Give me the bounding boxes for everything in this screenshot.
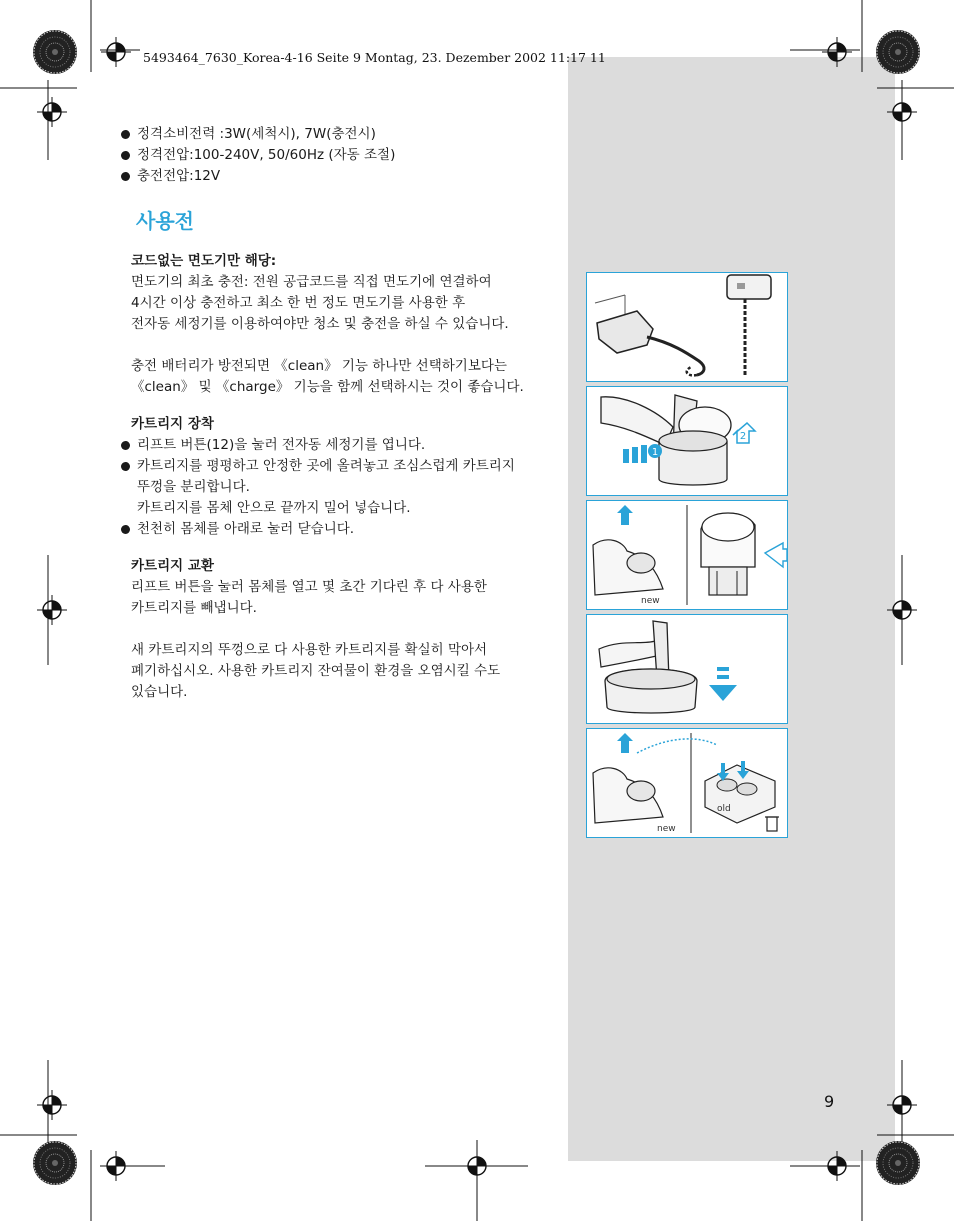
text-line: 충전 배터리가 방전되면 《clean》 기능 하나만 선택하기보다는	[131, 358, 507, 374]
cordless-heading: 코드없는 면도기만 해당:	[131, 253, 277, 269]
list-item: 리프트 버튼(12)을 눌러 전자동 세정기를 엽니다.	[120, 435, 560, 456]
cartridge-replace-heading: 카트리지 교환	[131, 558, 214, 574]
cartridge-replace-text	[120, 577, 560, 703]
figure-power-cord	[586, 272, 788, 382]
cartridge-install-heading: 카트리지 장착	[131, 416, 214, 432]
print-header: 5493464_7630_Korea-4-16 Seite 9 Montag, 23. Dezember 2002 11:17 11	[143, 50, 606, 65]
cartridge-install-list	[120, 435, 560, 540]
label-old: old	[717, 804, 731, 814]
cordless-text	[120, 272, 560, 398]
text-line: 4시간 이상 충전하고 최소 한 번 정도 면도기를 사용한 후	[131, 295, 466, 311]
text-line: 전자동 세정기를 이용하여야만 청소 및 충전을 하실 수 있습니다.	[131, 316, 509, 332]
spec-item: 정격전압:100-240V, 50/60Hz (자동 조절)	[120, 145, 560, 166]
figure-insert-cartridge	[586, 500, 788, 610]
page-number: 9	[824, 1092, 835, 1111]
spec-item: 정격소비전력 :3W(세척시), 7W(충전시)	[120, 124, 560, 145]
section-title: 사용전	[136, 209, 194, 233]
figure-lift-button	[586, 386, 788, 496]
text-line: 폐기하십시오. 사용한 카트리지 잔여물이 환경을 오염시킬 수도	[131, 663, 501, 679]
text-line: 새 카트리지의 뚜껑으로 다 사용한 카트리지를 확실히 막아서	[131, 642, 488, 658]
label-new: new	[641, 596, 660, 606]
text-line: 리프트 버튼을 눌러 몸체를 열고 몇 초간 기다린 후 다 사용한	[131, 579, 487, 595]
step-number-1: 1	[651, 447, 659, 458]
text-line: 《clean》 및 《charge》 기능을 함께 선택하시는 것이 좋습니다.	[131, 379, 524, 395]
trash-can-icon	[767, 817, 777, 831]
figure-close-body	[586, 614, 788, 724]
list-item: 천천히 몸체를 아래로 눌러 닫습니다.	[120, 519, 560, 540]
list-item: 카트리지를 평평하고 안정한 곳에 올려놓고 조심스럽게 카트리지 뚜껑을 분리합니다. 카트리지를 몸체 안으로 끝까지 밀어 넣습니다.	[120, 456, 560, 519]
text-line: 카트리지를 빼냅니다.	[131, 600, 257, 616]
instructions-column	[120, 124, 560, 703]
figure-replace-cartridge	[586, 728, 788, 838]
step-number-2: 2	[739, 431, 747, 442]
text-line: 면도기의 최초 충전: 전원 공급코드를 직접 면도기에 연결하여	[131, 274, 492, 290]
text-line: 있습니다.	[131, 684, 188, 700]
spec-list	[120, 124, 560, 187]
label-new: new	[657, 824, 676, 834]
spec-item: 충전전압:12V	[120, 166, 560, 187]
